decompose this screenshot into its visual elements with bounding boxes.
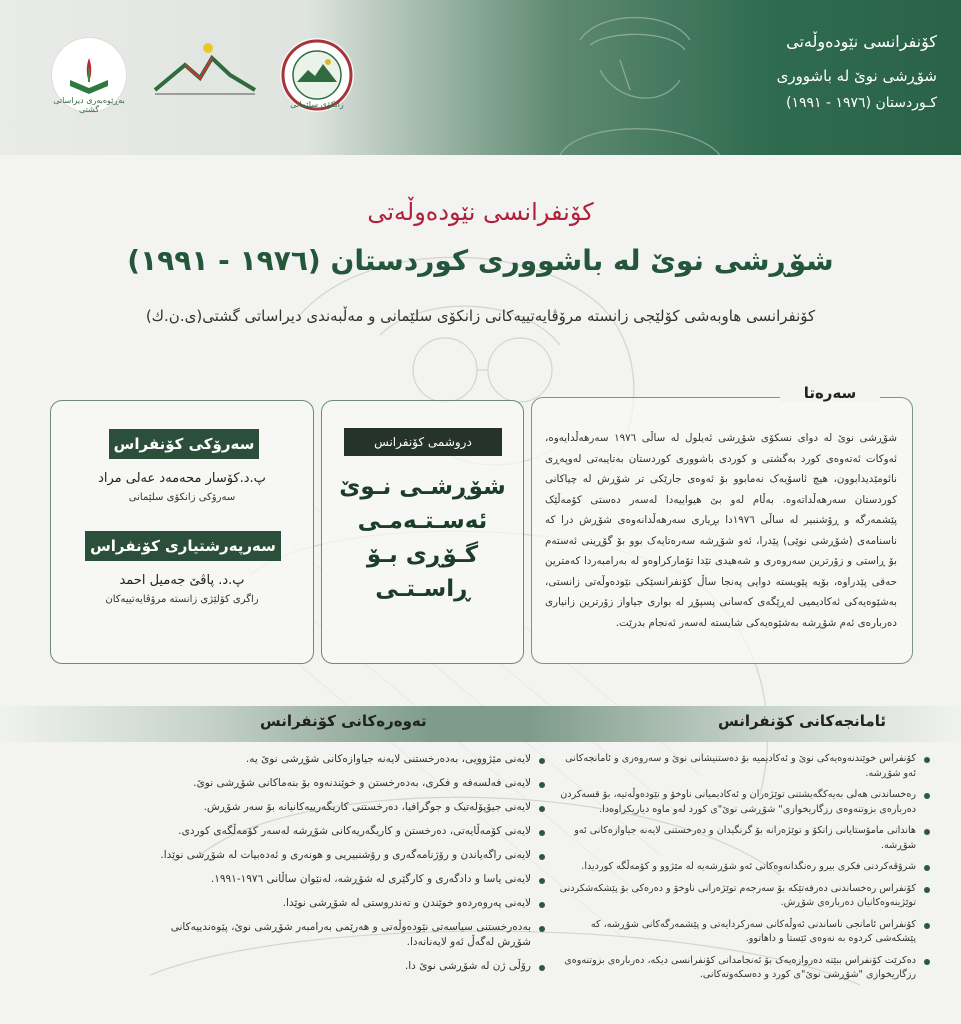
header-topic-line2: کـوردستان (١٩٧٦ - ١٩٩١): [786, 95, 937, 111]
list-item: لایەنی پەروەردەو خوێندن و تەندروستی لە شۆڕشی نوێدا.: [150, 896, 545, 911]
header-conference-title: کۆنفرانسی نێودەوڵەتی: [786, 32, 937, 51]
header-topic-line1: شۆڕشی نوێ لە باشووری: [776, 67, 937, 85]
introduction-heading: سەرەتا: [780, 384, 880, 402]
list-item: لایەنی فەلسەفە و فکری، بەدەرخستن و خوێندنەوە بۆ بنەماکانی شۆڕشی نوێ.: [150, 776, 545, 791]
supervisor-role: راگری كۆلێژی زانستە مرۆڤایەتییەكان: [105, 594, 259, 605]
goals-list: [555, 752, 930, 990]
list-item: کۆنفراس خوێندنەوەیەکی نوێ و ئەکادیمیە بۆ دەستنیشانی نوێ و سەروەری و ئامانجەکانی ئەو شۆڕشە.: [555, 752, 930, 781]
list-item: شرۆڤەکردنی فکری بیرو رەنگدانەوەکانی ئەو شۆڕشەیە لە مێژوو و کۆمەڵگە کوردیدا.: [555, 860, 930, 875]
chair-info: [67, 471, 297, 503]
slogan-text: [330, 470, 515, 606]
list-item: لایەنی کۆمەڵایەتی، دەرخستن و کاریگەریەکانی شۆڕشە لەسەر کۆمەڵگەی کوردی.: [150, 824, 545, 839]
list-item: لایەنی مێژوویی، بەدەرخستنی لایەنە جیاوازەکانی شۆڕشی نوێ یە.: [150, 752, 545, 767]
axes-heading: تەوەرەکانی كۆنفرانس: [260, 712, 427, 730]
conference-title: کۆنفرانسی نێودەوڵەتی: [367, 198, 594, 226]
supervisor-info: [67, 573, 297, 605]
organizers-box: [50, 400, 314, 664]
conference-subtitle: کۆنفرانسی هاوبەشی کۆلێجی زانستە مرۆڤایەتییەکانی زانکۆی سلێمانی و مەڵبەندی دیراساتی گشتی(ی.ن.ك): [145, 307, 816, 325]
list-item: هاندانی مامۆستایانی زانکۆ و توێژەرانە بۆ گرنگیدان و دەرخستنی لایەنە جیاوازەکانی ئەو شۆڕشە.: [555, 824, 930, 853]
list-item: لایەنی یاسا و دادگەری و کارگێری لە شۆڕشە، لەنێوان ساڵانی ١٩٧٦-١٩٩١.: [150, 872, 545, 887]
university-logo-caption: زانكۆی سلێمانی: [290, 100, 344, 109]
list-item: کۆنفراس ئامانجی ناساندنی ئەوڵەکانی سەرکردایەتی و پێشمەرگەکانی شۆڕشە، کە پێشکەشی کردوە بە نەوەی ئێستا و داهاتوو.: [555, 918, 930, 947]
slogan-line2: ئەسـتـەمـی: [357, 508, 488, 534]
slogan-label: دروشمی كۆنفرانس: [344, 428, 502, 456]
list-item: رەخساندنی هەلی بەیەکگەیشتنی توێژەران و ئەکادیمیانی ناوخۆ و نێودەوڵەتیە، بۆ قسەکردن دەربارەی بزوتنەوەی رزگاریخوازی" شۆڕشی نوێ"ی کورد لەو ماوە دیاریکراوەدا.: [555, 788, 930, 817]
list-item: دەکرێت کۆنفراس ببێتە دەروازەیەک بۆ ئەنجامدانی کۆنفرانسی دیکە، دەربارەی بزوتنەوەی رزگاریخوازی "شۆڕشی نوێ"ی کورد و دەسکەوتەکانی.: [555, 954, 930, 983]
list-item: کۆنفراس رەخساندنی دەرفەتێکە بۆ سەرجەم توێژەرانی ناوخۆ و دەرەکی بۆ پێشکەشکردنی توێژینەوەکانیان دەربارەی شۆڕش.: [555, 882, 930, 911]
supervisor-label: سەرپەرشتیاری كۆنفراس: [85, 531, 281, 561]
list-item: لایەنی راگەیاندن و رۆژنامەگەری و رۆشنبیریی و هونەری و ئەدەبیات لە شۆڕشی نوێدا.: [150, 848, 545, 863]
slogan-line3: گـۆڕی بـۆ ڕاسـتـی: [366, 542, 479, 602]
introduction-text: شۆڕشی نوێ لە دوای نسكۆی شۆڕشی ئەیلول لە ساڵی ١٩٧٦ سەرهەڵدایەوە، ئەوکات ئەتەوەی کورد بەگشتی و کوردی باشووری کوردستان بەتایبەتی لەوپەڕی نائومێدیدابوون، هیچ ئاسۆیەک نەمابوو بۆ ئەوەی جارێکی تر شۆڕش لە چیاکانی کوردستان سەرهەڵداتەوە. بەڵام لەو بێ هیواییەدا لەسەر دەستی کۆمەڵێک پێشمەرگە و ڕۆشنبیر لە ساڵی ١٩٧٦دا بڕیاری سەرهەڵدانەوەی شۆڕش درا کە ناسنامەی (شۆڕشی نوێی) پێدرا، ئەو شۆڕشە سەرەتایەک بوو بۆ گۆڕینی ئەستەم بۆ ڕاستی و زۆرترین سەروەری و شەهیدی تێدا تۆمارکراوەو لە بەرامبەردا کەمترین حەقی پێدراوە، بۆیە پێویستە دوایی پەنجا ساڵ کۆنفرانسێکی نێودەوڵەتی زانستی، بەشێوەیەکی ئەکادیمیی لەڕێگەی کەسانی پسپۆڕ لە بواری جیاواز زۆرترین زانیاری دەربارەی ئەم شۆڕشە بەشێوەیەکی شایستە لەسەر ئەنجام بدرێت.: [545, 432, 897, 629]
chair-name: پ.د.كۆسار محەمەد عەلی مراد: [98, 471, 266, 486]
chair-label: سەرۆكی كۆنفراس: [109, 429, 259, 459]
chair-role: سەرۆكی زانكۆی سلێمانی: [128, 492, 236, 503]
conference-topic-title: شۆڕشی نوێ لە باشووری کوردستان (١٩٧٦ - ١٩٩١): [127, 244, 834, 277]
axes-list: [150, 752, 545, 983]
list-item: لایەنی جیۆپۆلەتیک و جوگرافیا، دەرخستنی کاریگەرییەکانیانە بۆ سەر شۆڕش.: [150, 800, 545, 815]
slogan-line1: شۆڕشـی نـوێ: [339, 474, 506, 500]
supervisor-name: پ.د. پاڤێ جەمیل احمد: [119, 573, 245, 588]
list-item: رۆڵی ژن لە شۆڕشی نوێ دا.: [150, 959, 545, 974]
list-item: بەدەرخستنی سیاسەتی نێودەوڵەتی و هەرێمی بەرامبەر شۆڕشی نوێ، پێوەندییەکانی شۆڕش لەگەڵ ئەو لایەنانەدا.: [150, 920, 545, 950]
general-studies-logo-caption: بەڕێوەبەری دیراساتی گشتی: [53, 96, 125, 114]
goals-heading: ئامانجەکانی كۆنفرانس: [718, 712, 886, 730]
